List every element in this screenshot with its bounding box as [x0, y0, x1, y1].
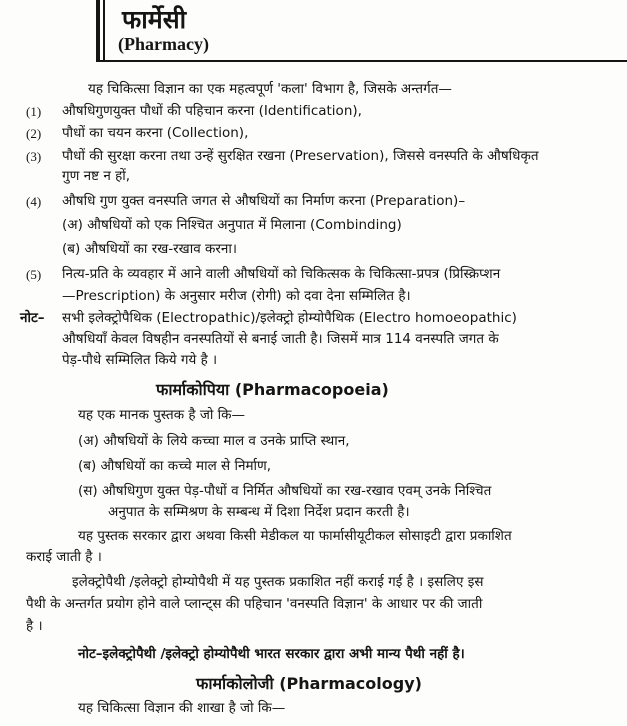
item-text: पौधों की सुरक्षा करना तथा उन्हें सुरक्षित रखना (Preservation), जिससे वनस्पति के औषधिकृत: [62, 148, 539, 164]
note-text: पेड़-पौधे सम्मिलित किये गये है ।: [62, 352, 218, 368]
section-heading-pharmacopoeia: फार्माकोपिया (Pharmacopoeia): [156, 380, 389, 399]
list-item: (स) औषधिगुण युक्त पेड़-पौधों व निर्मित औषधियों का रख-रखाव एवम् उनके निश्चित: [78, 483, 492, 499]
header-underline: [96, 60, 627, 62]
header-thin-rule: [103, 0, 105, 62]
item-number: (2): [26, 126, 42, 141]
sub-item: (ब) औषधियों का रख-रखाव करना।: [62, 241, 238, 257]
section-intro: यह एक मानक पुस्तक है जो कि—: [78, 407, 246, 423]
item-text-continued: गुण नष्ट न हों,: [62, 168, 131, 184]
paragraph-text: पैथी के अन्तर्गत प्रयोग होने वाले प्लान्ट्स की पहिचान 'वनस्पति विज्ञान' के आधार पर की जाती: [26, 596, 483, 612]
list-item: (ब) औषधियों का कच्चे माल से निर्माण,: [78, 458, 272, 474]
item-number: (5): [26, 267, 42, 282]
note-text: सभी इलेक्ट्रोपैथिक (Electropathic)/इलेक्ट्रो होम्योपैथिक (Electro homoeopathic): [62, 310, 517, 326]
list-item: (अ) औषधियों के लिये कच्चा माल व उनके प्राप्ति स्थान,: [78, 433, 350, 449]
page-title-hindi: फार्मेसी: [122, 5, 187, 34]
item-text: नित्य-प्रति के व्यवहार में आने वाली औषधियों को चिकित्सक के चिकित्सा-प्रपत्र (प्रिस्क्रिप्शन: [62, 266, 501, 282]
item-number: (4): [26, 194, 42, 209]
header-thick-rule: [96, 0, 100, 62]
item-text: पौधों का चयन करना (Collection),: [62, 125, 249, 141]
paragraph-text: है ।: [26, 618, 43, 634]
list-item-continued: अनुपात के सम्मिश्रण के सम्बन्ध में दिशा निर्देश प्रदान करती है।: [108, 504, 410, 520]
note-text: औषधियाँ केवल विषहीन वनस्पतियों से बनाई जाती है। जिसमें मात्र 114 वनस्पति जगत के: [62, 331, 499, 347]
item-text: औषधि गुण युक्त वनस्पति जगत से औषधियों का निर्माण करना (Preparation)–: [62, 193, 466, 209]
item-number: (3): [26, 149, 42, 164]
section-intro: यह चिकित्सा विज्ञान की शाखा है जो कि—: [78, 700, 286, 716]
item-text: औषधिगुणयुक्त पौधों की पहिचान करना (Identification),: [62, 103, 362, 119]
paragraph-text: यह पुस्तक सरकार द्वारा अथवा किसी मेडीकल या फार्मासीयूटीकल सोसाइटी द्वारा प्रकाशित: [78, 528, 512, 544]
sub-item: (अ) औषधियों को एक निश्चित अनुपात में मिलाना (Combinding): [62, 217, 402, 233]
item-text-continued: —Prescription) के अनुसार मरीज (रोगी) को दवा देना सम्मिलित है।: [62, 288, 411, 304]
paragraph-text: इलेक्ट्रोपैथी /इलेक्ट्रो होम्योपैथी में यह पुस्तक प्रकाशित नहीं कराई गई है । इसलिए इस: [72, 574, 484, 590]
page-title-english: (Pharmacy): [118, 34, 209, 54]
section-heading-pharmacology: फार्माकोलोजी (Pharmacology): [196, 674, 422, 693]
item-number: (1): [26, 104, 42, 119]
paragraph-text: कराई जाती है ।: [26, 549, 102, 565]
intro-text: यह चिकित्सा विज्ञान का एक महत्वपूर्ण 'कला' विभाग है, जिसके अन्तर्गत—: [88, 81, 452, 97]
note-text: नोट–इलेक्ट्रोपैथी /इलेक्ट्रो होम्योपैथी भारत सरकार द्वारा अभी मान्य पैथी नहीं है।: [78, 646, 465, 662]
note-label: नोट–: [20, 310, 45, 326]
